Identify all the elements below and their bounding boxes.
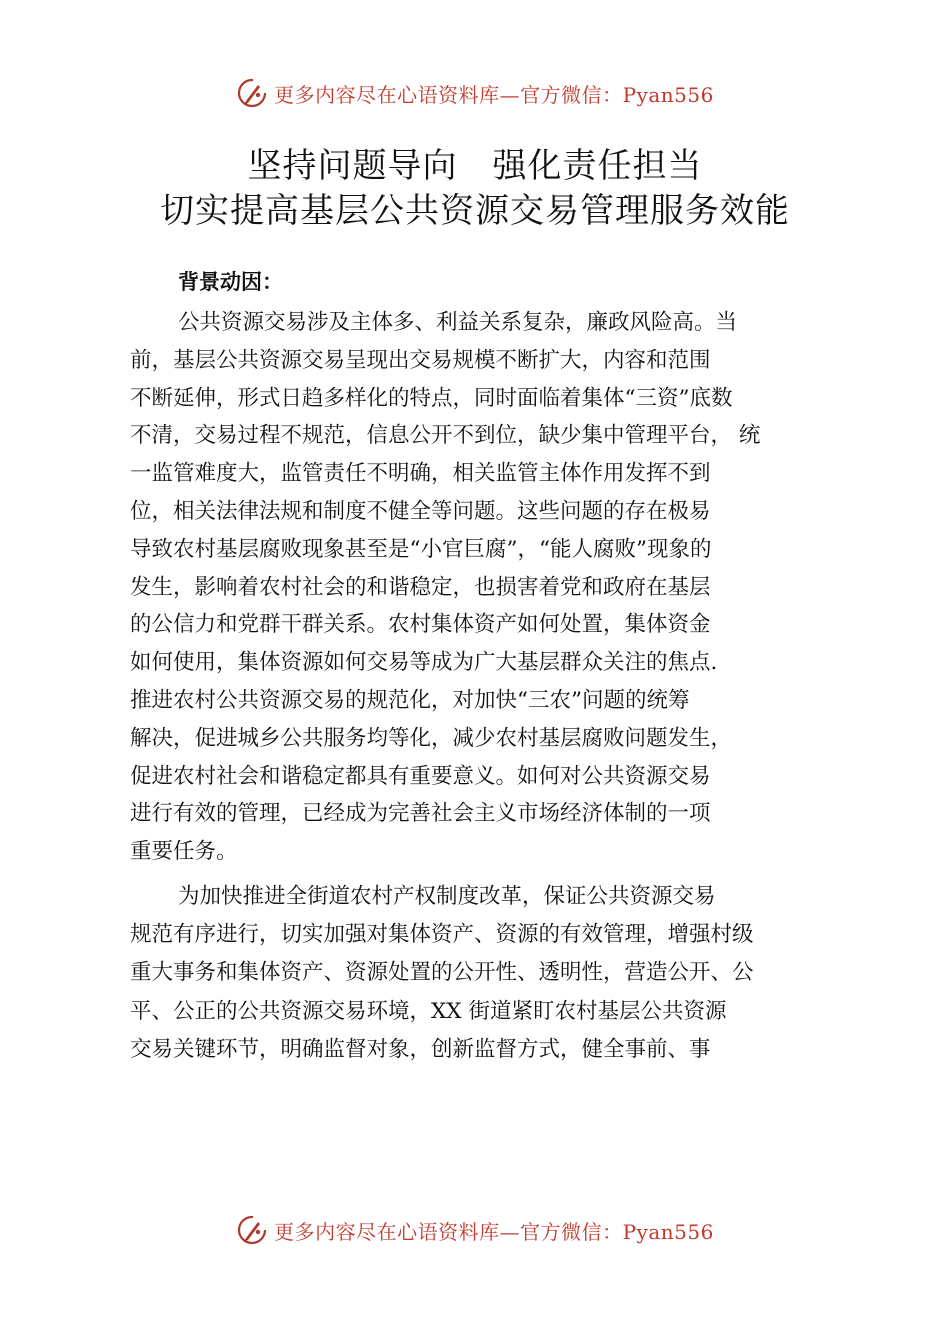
paragraph-line: 发生，影响着农村社会的和谐稳定，也损害着党和政府在基层 (130, 574, 711, 600)
header-banner-text: 更多内容尽在心语资料库—官方微信：Pyan556 (274, 82, 714, 107)
paragraph-line: 不清，交易过程不规范，信息公开不到位，缺少集中管理平台， 统 (130, 423, 761, 449)
paragraph-line: 推进农村公共资源交易的规范化，对加快“三农”问题的统筹 (130, 687, 690, 713)
paragraph-line: 前，基层公共资源交易呈现出交易规模不断扩大，内容和范围 (130, 347, 711, 373)
paragraph-line: 重要任务。 (130, 839, 238, 865)
paragraph-line: 为加快推进全街道农村产权制度改革，保证公共资源交易 (178, 884, 716, 909)
title-line-2: 切实提高基层公共资源交易管理服务效能 (160, 191, 790, 231)
paragraph-line: 公共资源交易涉及主体多、利益关系复杂，廉政风险高。当 (178, 310, 738, 335)
paragraph-1 (130, 304, 830, 871)
paragraph-line: 一监管难度大，监管责任不明确，相关监管主体作用发挥不到 (130, 461, 711, 487)
pen-nib-logo-icon (236, 1214, 268, 1246)
paragraph-line: 如何使用，集体资源如何交易等成为广大基层群众关注的焦点. (130, 650, 718, 676)
paragraph-line: 的公信力和党群干群关系。农村集体资产如何处置，集体资金 (130, 612, 711, 638)
paragraph-line: 位，相关法律法规和制度不健全等问题。这些问题的存在极易 (130, 498, 711, 524)
paragraph-line: 重大事务和集体资产、资源处置的公开性、透明性，营造公开、公 (130, 960, 754, 986)
footer-banner[interactable] (0, 1210, 950, 1250)
footer-banner-text: 更多内容尽在心语资料库—官方微信：Pyan556 (274, 1219, 714, 1244)
paragraph-line: 促进农村社会和谐稳定都具有重要意义。如何对公共资源交易 (130, 763, 711, 789)
section-heading: 背景动因： (178, 270, 283, 294)
paragraph-2 (130, 878, 830, 1069)
paragraph-line: 交易关键环节，明确监督对象，创新监督方式，健全事前、事 (130, 1036, 711, 1062)
paragraph-line: 规范有序进行，切实加强对集体资产、资源的有效管理，增强村级 (130, 922, 754, 948)
paragraph-line: 进行有效的管理，已经成为完善社会主义市场经济体制的一项 (130, 801, 711, 827)
paragraph-line: 平、公正的公共资源交易环境，XX 街道紧盯农村基层公共资源 (130, 998, 727, 1024)
title-line-1: 坚持问题导向 强化责任担当 (247, 146, 703, 186)
paragraph-line: 不断延伸，形式日趋多样化的特点，同时面临着集体“三资”底数 (130, 385, 733, 411)
pen-nib-logo-icon (236, 77, 268, 109)
paragraph-line: 解决，促进城乡公共服务均等化，减少农村基层腐败问题发生， (130, 725, 733, 751)
header-banner[interactable] (0, 73, 950, 113)
paragraph-line: 导致农村基层腐败现象甚至是“小官巨腐”，“能人腐败”现象的 (130, 536, 712, 562)
